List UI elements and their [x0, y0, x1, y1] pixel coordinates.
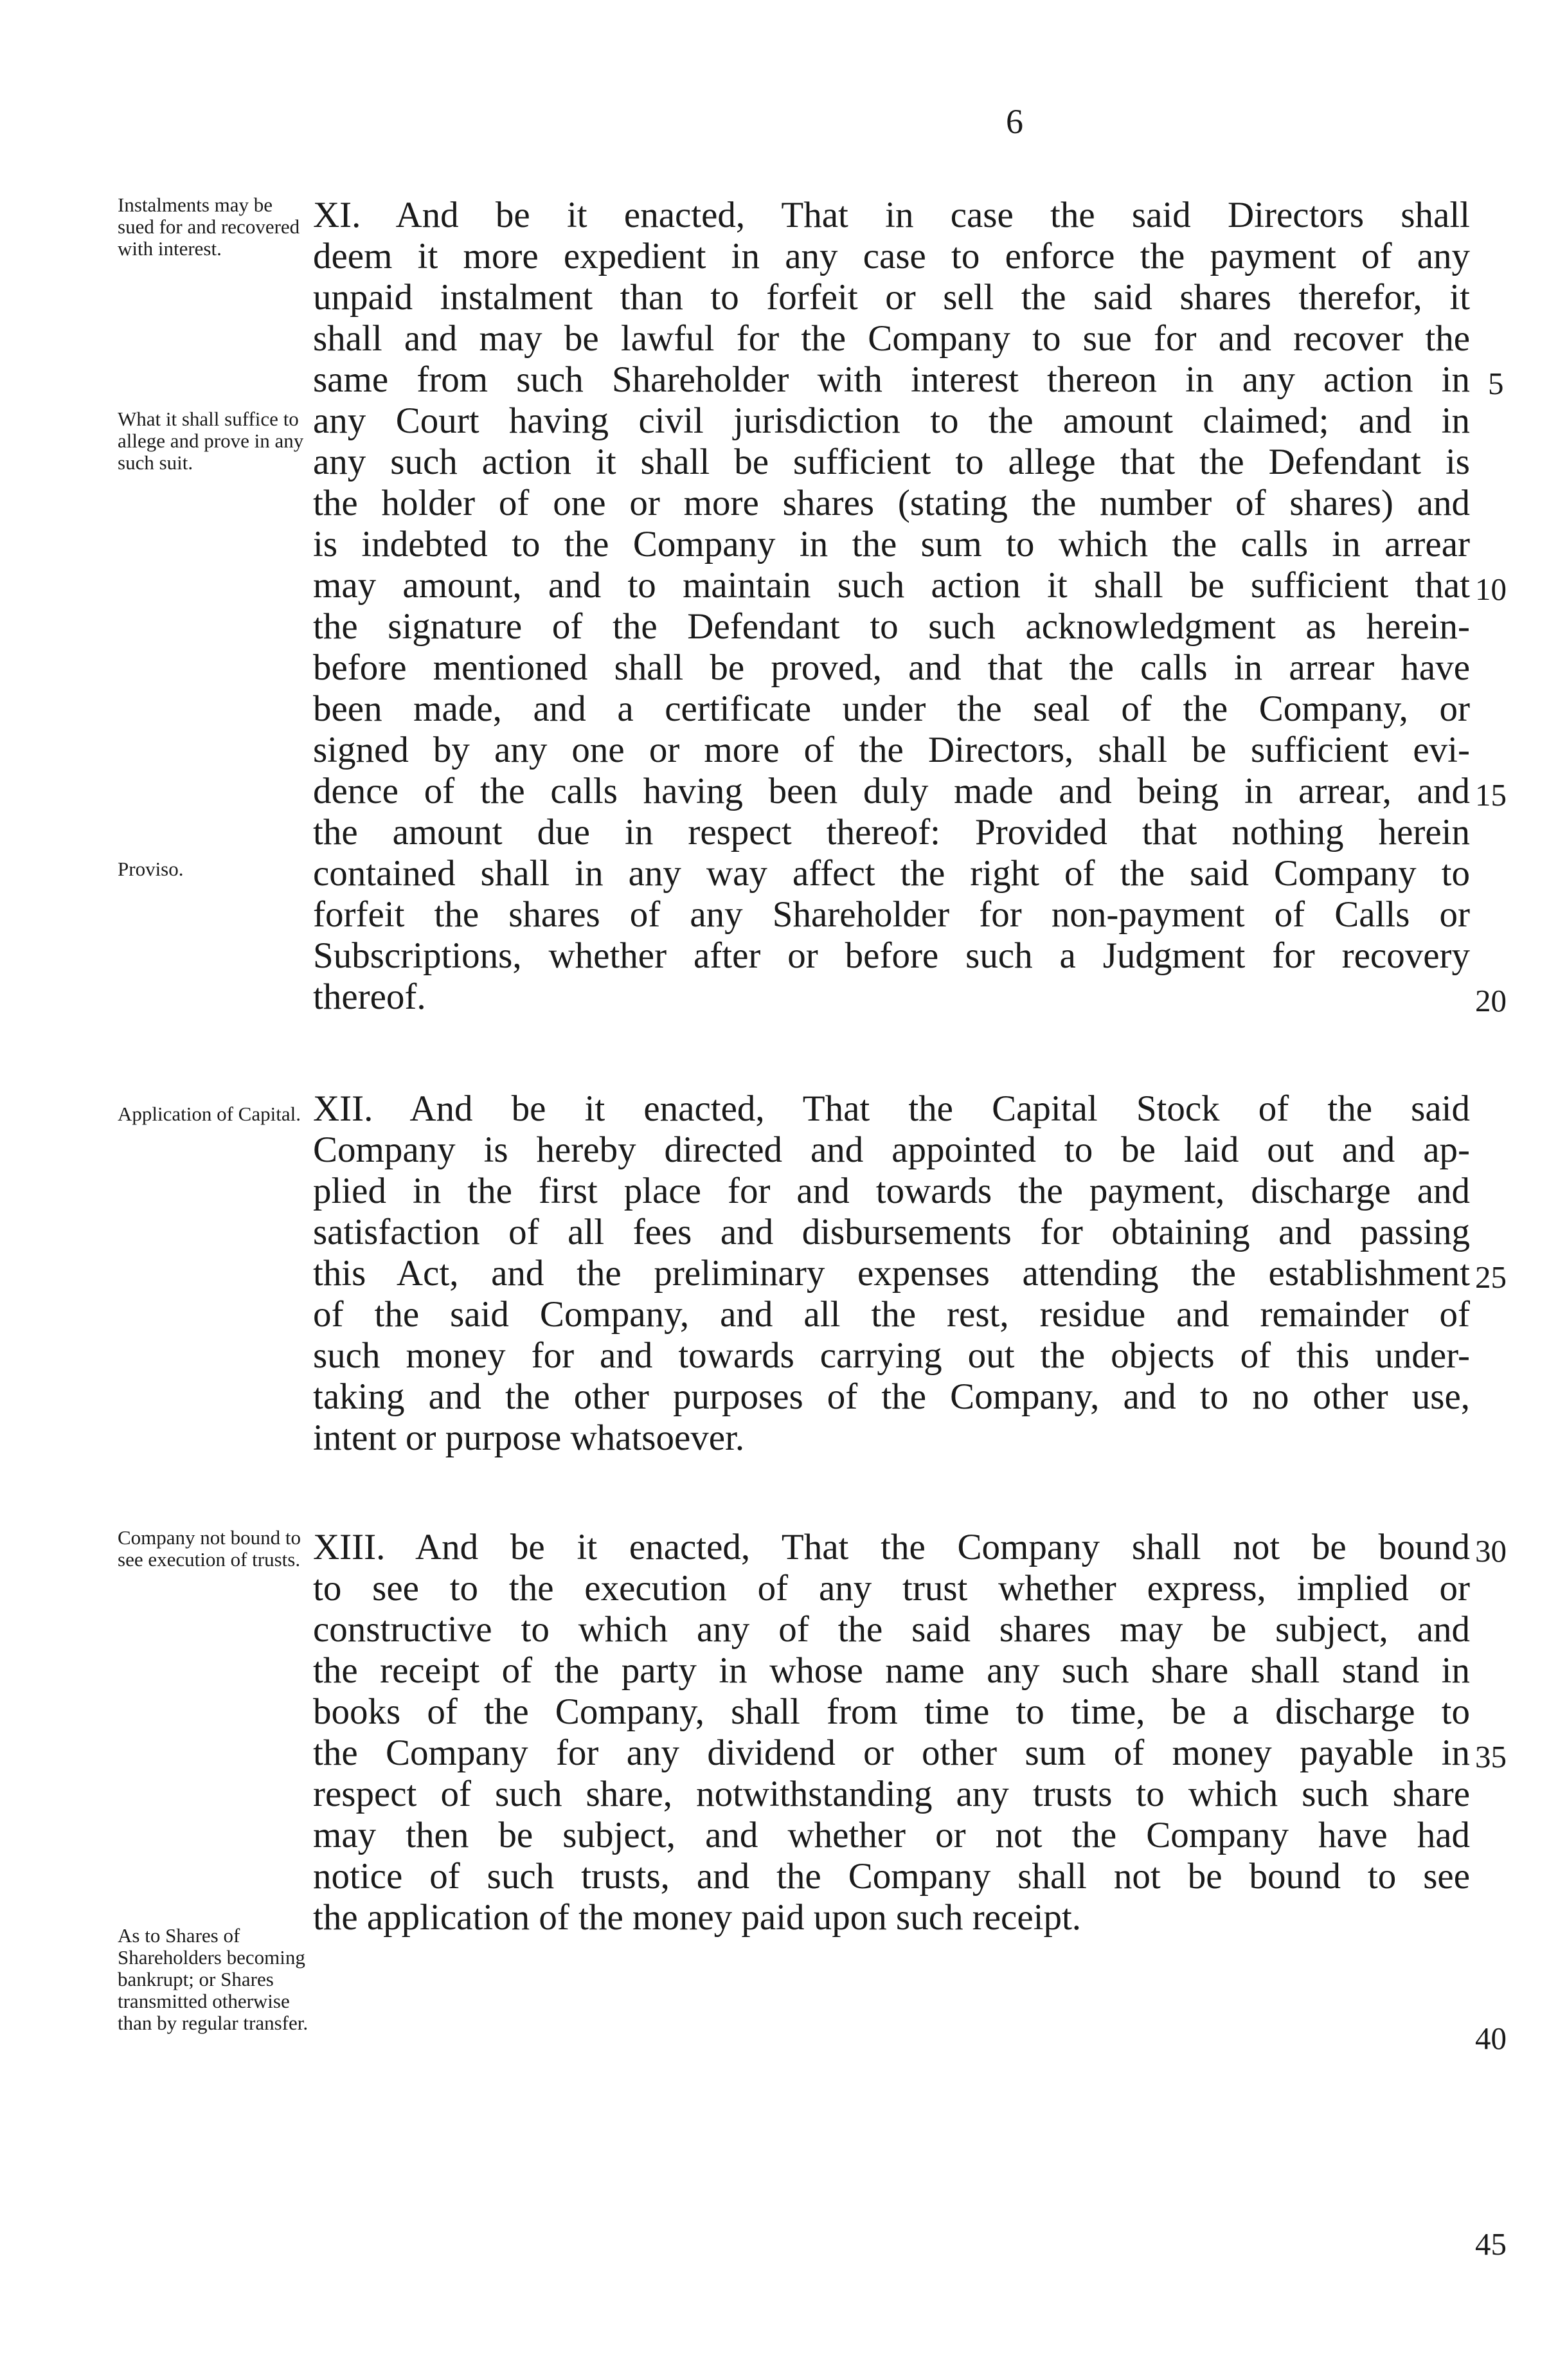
text-line: satisfaction of all fees and disbursements for obtaining and passing — [313, 1212, 1470, 1252]
page-number: 6 — [1006, 102, 1023, 141]
text-line: the amount due in respect thereof: Provided that nothing herein — [313, 812, 1470, 852]
text-line: to see to the execution of any trust whether express, implied or — [313, 1568, 1470, 1609]
line-number: 5 — [1488, 366, 1504, 401]
text-line: the holder of one or more shares (stating the number of shares) and — [313, 483, 1470, 523]
text-line: deem it more expedient in any case to enforce the payment of any — [313, 236, 1470, 276]
text-line: any Court having civil jurisdiction to the amount claimed; and in — [313, 401, 1470, 441]
text-line: Company is hereby directed and appointed to be laid out and ap- — [313, 1130, 1470, 1170]
line-number: 40 — [1475, 2021, 1507, 2056]
line-number: 15 — [1475, 777, 1507, 813]
text-line: may amount, and to maintain such action it shall be sufficient that — [313, 565, 1470, 606]
text-line: the Company for any dividend or other sum of money payable in — [313, 1733, 1470, 1773]
line-number: 20 — [1475, 983, 1507, 1018]
text-line: any such action it shall be sufficient to allege that the Defendant is — [313, 442, 1470, 482]
margin-note-application-of-capital: Application of Capital. — [118, 1103, 301, 1125]
text-line: before mentioned shall be proved, and that the calls in arrear have — [313, 647, 1470, 688]
text-line: books of the Company, shall from time to time, be a discharge to — [313, 1691, 1470, 1732]
line-number: 45 — [1475, 2226, 1507, 2262]
line-number: 30 — [1475, 1533, 1507, 1569]
text-line: XI. And be it enacted, That in case the said Directors shall — [313, 195, 1470, 235]
line-number: 10 — [1475, 572, 1507, 607]
text-line: Subscriptions, whether after or before such a Judgment for recovery — [313, 935, 1470, 976]
text-line: taking and the other purposes of the Company, and to no other use, — [313, 1376, 1470, 1417]
text-line: thereof. — [313, 977, 426, 1017]
text-line: signed by any one or more of the Directors, shall be sufficient evi- — [313, 730, 1470, 770]
text-line: constructive to which any of the said shares may be subject, and — [313, 1609, 1470, 1650]
margin-note-proviso: Proviso. — [118, 858, 184, 880]
text-line: forfeit the shares of any Shareholder for non-payment of Calls or — [313, 894, 1470, 935]
text-line: unpaid instalment than to forfeit or sell the said shares therefor, it — [313, 277, 1470, 318]
text-line: of the said Company, and all the rest, residue and remainder of — [313, 1294, 1470, 1335]
margin-note-allege-and-prove: What it shall suffice to allege and prove in any such suit. — [118, 408, 304, 474]
text-line: the signature of the Defendant to such acknowledgment as herein- — [313, 606, 1470, 647]
text-line: XIII. And be it enacted, That the Company shall not be bound — [313, 1527, 1470, 1567]
text-line: the application of the money paid upon such receipt. — [313, 1897, 1082, 1938]
text-line: intent or purpose whatsoever. — [313, 1418, 745, 1458]
margin-note-instalments: Instalments may be sued for and recovered with interest. — [118, 194, 300, 260]
margin-note-transmitted-shares: As to Shares of Shareholders becoming bankrupt; or Shares transmitted otherwise than by regular transfer. — [118, 1924, 309, 2034]
text-line: this Act, and the preliminary expenses attending the establishment — [313, 1253, 1470, 1294]
text-line: plied in the first place for and towards the payment, discharge and — [313, 1171, 1470, 1211]
text-line: is indebted to the Company in the sum to which the calls in arrear — [313, 524, 1470, 564]
text-line: the receipt of the party in whose name any such share shall stand in — [313, 1650, 1470, 1691]
text-line: may then be subject, and whether or not the Company have had — [313, 1815, 1470, 1855]
line-number: 35 — [1475, 1739, 1507, 1774]
margin-note-trusts: Company not bound to see execution of trusts. — [118, 1526, 301, 1571]
text-line: same from such Shareholder with interest thereon in any action in — [313, 359, 1470, 400]
text-line: been made, and a certificate under the seal of the Company, or — [313, 689, 1470, 729]
text-line: dence of the calls having been duly made and being in arrear, and — [313, 771, 1470, 811]
line-number: 25 — [1475, 1259, 1507, 1295]
text-line: such money for and towards carrying out the objects of this under- — [313, 1335, 1470, 1376]
text-line: contained shall in any way affect the right of the said Company to — [313, 853, 1470, 894]
text-line: notice of such trusts, and the Company shall not be bound to see — [313, 1856, 1470, 1897]
text-line: shall and may be lawful for the Company to sue for and recover the — [313, 318, 1470, 359]
text-line: XII. And be it enacted, That the Capital Stock of the said — [313, 1088, 1470, 1129]
text-line: respect of such share, notwithstanding any trusts to which such share — [313, 1774, 1470, 1814]
